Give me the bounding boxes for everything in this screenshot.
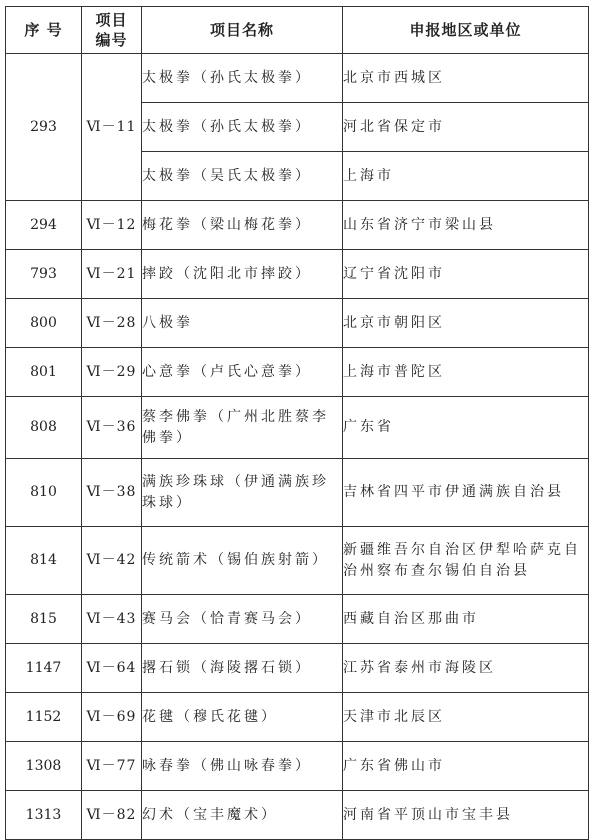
- table-row: [6, 250, 589, 299]
- region: 上海市普陀区: [343, 348, 589, 397]
- project-code: Ⅵ－36: [82, 397, 142, 459]
- project-name: 撂石锁（海陵撂石锁）: [142, 644, 343, 693]
- region: 山东省济宁市梁山县: [343, 201, 589, 250]
- region: 广东省: [343, 397, 589, 459]
- project-code: Ⅵ－42: [82, 527, 142, 595]
- heritage-project-table: [5, 6, 589, 840]
- project-name: 太极拳（孙氏太极拳）: [142, 103, 343, 152]
- project-name: 太极拳（吴氏太极拳）: [142, 152, 343, 201]
- project-name: 梅花拳（梁山梅花拳）: [142, 201, 343, 250]
- region: 辽宁省沈阳市: [343, 250, 589, 299]
- project-name: 幻术（宝丰魔术）: [142, 791, 343, 840]
- serial-number: 808: [6, 397, 82, 459]
- region: 新疆维吾尔自治区伊犁哈萨克自治州察布查尔锡伯自治县: [343, 527, 589, 595]
- region: 北京市西城区: [343, 54, 589, 103]
- table-row: [6, 299, 589, 348]
- region: 西藏自治区那曲市: [343, 595, 589, 644]
- table-row: [6, 54, 589, 103]
- project-name: 太极拳（孙氏太极拳）: [142, 54, 343, 103]
- project-name: 花毽（穆氏花毽）: [142, 693, 343, 742]
- project-name: 蔡李佛拳（广州北胜蔡李佛拳）: [142, 397, 343, 459]
- project-code: Ⅵ－29: [82, 348, 142, 397]
- table-header-row: [6, 7, 589, 54]
- project-name: 赛马会（恰青赛马会）: [142, 595, 343, 644]
- project-name: 八极拳: [142, 299, 343, 348]
- region: 河北省保定市: [343, 103, 589, 152]
- serial-number: 1313: [6, 791, 82, 840]
- table-row: [6, 201, 589, 250]
- project-code: Ⅵ－21: [82, 250, 142, 299]
- table-row: [6, 595, 589, 644]
- project-code: Ⅵ－77: [82, 742, 142, 791]
- serial-number: 800: [6, 299, 82, 348]
- serial-number: 814: [6, 527, 82, 595]
- table-row: [6, 527, 589, 595]
- table-row: [6, 397, 589, 459]
- table-row: [6, 693, 589, 742]
- serial-number: 815: [6, 595, 82, 644]
- project-code: Ⅵ－28: [82, 299, 142, 348]
- project-code: Ⅵ－43: [82, 595, 142, 644]
- project-code: Ⅵ－38: [82, 459, 142, 527]
- project-name: 心意拳（卢氏心意拳）: [142, 348, 343, 397]
- project-code: Ⅵ－64: [82, 644, 142, 693]
- project-code: Ⅵ－69: [82, 693, 142, 742]
- header-serial-number: 序 号: [6, 7, 82, 54]
- project-name: 摔跤（沈阳北市摔跤）: [142, 250, 343, 299]
- table-row: [6, 791, 589, 840]
- serial-number: 293: [6, 54, 82, 201]
- table-row: [6, 459, 589, 527]
- serial-number: 793: [6, 250, 82, 299]
- project-name: 满族珍珠球（伊通满族珍珠球）: [142, 459, 343, 527]
- table-row: [6, 348, 589, 397]
- region: 河南省平顶山市宝丰县: [343, 791, 589, 840]
- region: 广东省佛山市: [343, 742, 589, 791]
- region: 天津市北辰区: [343, 693, 589, 742]
- serial-number: 801: [6, 348, 82, 397]
- region: 上海市: [343, 152, 589, 201]
- header-region: 申报地区或单位: [343, 7, 589, 54]
- project-code: Ⅵ－12: [82, 201, 142, 250]
- project-code: Ⅵ－11: [82, 54, 142, 201]
- region: 江苏省泰州市海陵区: [343, 644, 589, 693]
- region: 北京市朝阳区: [343, 299, 589, 348]
- project-name: 传统箭术（锡伯族射箭）: [142, 527, 343, 595]
- header-project-code: [82, 7, 142, 54]
- header-project-code-line2: 编号: [95, 31, 128, 49]
- table-row: [6, 742, 589, 791]
- serial-number: 294: [6, 201, 82, 250]
- project-code: Ⅵ－82: [82, 791, 142, 840]
- table-row: [6, 644, 589, 693]
- region: 吉林省四平市伊通满族自治县: [343, 459, 589, 527]
- serial-number: 1152: [6, 693, 82, 742]
- serial-number: 1308: [6, 742, 82, 791]
- serial-number: 810: [6, 459, 82, 527]
- header-project-code-line1: 项目: [95, 11, 128, 29]
- serial-number: 1147: [6, 644, 82, 693]
- project-name: 咏春拳（佛山咏春拳）: [142, 742, 343, 791]
- header-project-name: 项目名称: [142, 7, 343, 54]
